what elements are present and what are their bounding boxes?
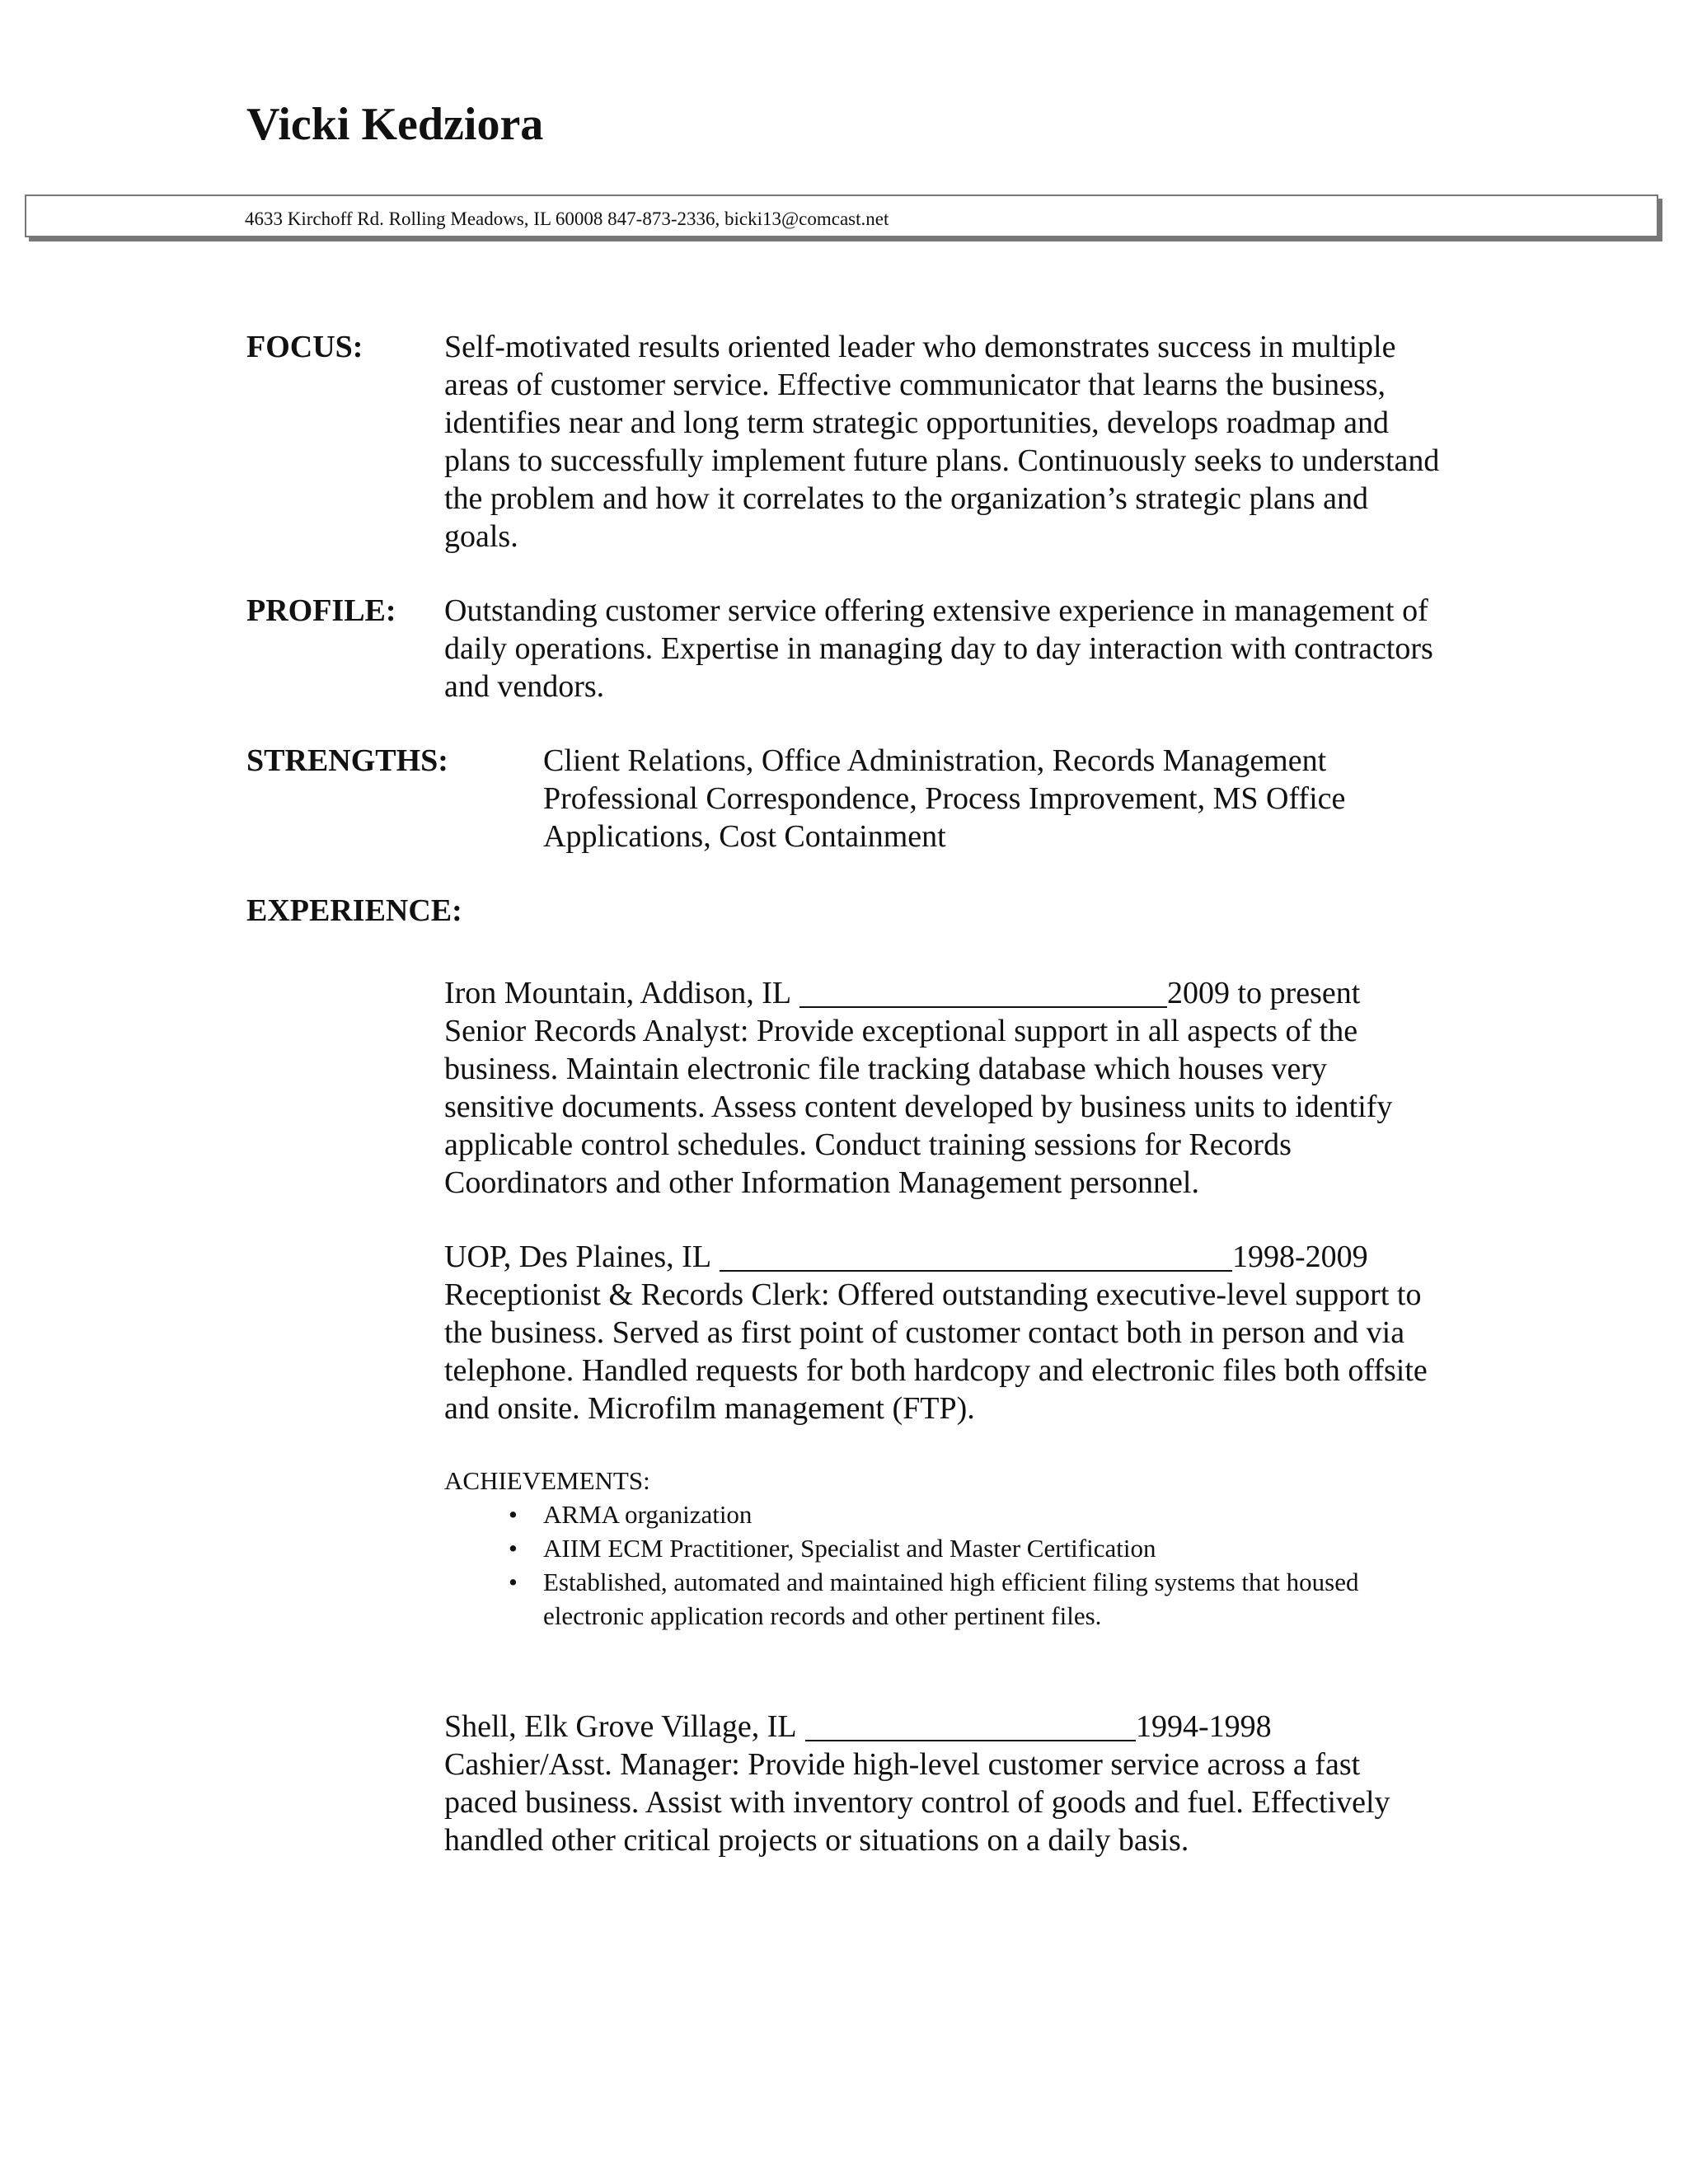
- job-header: [444, 974, 1433, 1012]
- profile-label: PROFILE:: [246, 593, 396, 628]
- focus-label: FOCUS:: [246, 330, 363, 364]
- job-description: Cashier/Asst. Manager: Provide high-level customer service across a fast paced business. Assist with inventory control of goods and fuel. Effectively handled other critical projects or situations on a daily basis.: [444, 1747, 1390, 1858]
- list-item: • ARMA organization: [444, 1497, 1433, 1531]
- job-description: Senior Records Analyst: Provide exceptional support in all aspects of the business. Maintain electronic file tracking database which houses very sensitive documents. Assess content developed by business units to identify applicable control schedules. Conduct training sessions for Records Coordinators and other Information Management personnel.: [444, 1014, 1393, 1200]
- achievements-list: [444, 1497, 1433, 1633]
- job-header: [444, 1708, 1433, 1746]
- job-dates: 2009 to present: [1167, 976, 1361, 1010]
- contact-info: 4633 Kirchoff Rd. Rolling Meadows, IL 60008 847-873-2336, bicki13@comcast.net: [245, 209, 889, 229]
- experience-label: EXPERIENCE:: [246, 893, 462, 928]
- job-entry: [444, 1238, 1433, 1427]
- bullet-icon: •: [509, 1500, 518, 1529]
- strengths-label: STRENGTHS:: [246, 743, 448, 778]
- bullet-icon: •: [509, 1534, 518, 1563]
- achievements-title: ACHIEVEMENTS:: [444, 1466, 650, 1495]
- job-company: Iron Mountain, Addison, IL: [444, 976, 792, 1010]
- job-header-underline: [720, 1270, 1232, 1272]
- job-company: Shell, Elk Grove Village, IL: [444, 1709, 797, 1744]
- list-item: • Established, automated and maintained high efficient filing systems that housed electronic application records and other pertinent files.: [444, 1565, 1433, 1633]
- focus-text: Self-motivated results oriented leader who demonstrates success in multiple areas of customer service. Effective communicator that learns the business, identifies near and long term strategic opportunities, develops roadmap and plans to successfully implement future plans. Continuously seeks to understand the problem and how it correlates to the organization’s strategic plans and goals.: [444, 330, 1440, 554]
- job-header-underline: [805, 1740, 1136, 1741]
- job-header-underline: [799, 1006, 1167, 1008]
- contact-bar: [25, 194, 1658, 237]
- profile-text: Outstanding customer service offering extensive experience in management of daily operations. Expertise in managing day to day interaction with contractors and vendors.: [444, 593, 1433, 704]
- job-entry: [444, 974, 1433, 1202]
- job-dates: 1998-2009: [1232, 1240, 1368, 1274]
- achievements-block: [444, 1464, 1433, 1633]
- job-description: Receptionist & Records Clerk: Offered outstanding executive-level support to the business. Served as first point of customer contact both in person and via telephone. Handled requests for both hardcopy and electronic files both offsite and onsite. Microfilm management (FTP).: [444, 1277, 1428, 1426]
- job-entry: [444, 1708, 1433, 1859]
- candidate-name: Vicki Kedziora: [246, 99, 544, 150]
- job-dates: 1994-1998: [1136, 1709, 1272, 1744]
- job-header: [444, 1238, 1433, 1276]
- bullet-icon: •: [509, 1568, 518, 1596]
- job-company: UOP, Des Plaines, IL: [444, 1240, 712, 1274]
- strengths-text: Client Relations, Office Administration, Records Management Professional Correspondence, Process Improvement, MS Office Applications, Cost Containment: [543, 743, 1346, 854]
- list-item: • AIIM ECM Practitioner, Specialist and Master Certification: [444, 1531, 1433, 1565]
